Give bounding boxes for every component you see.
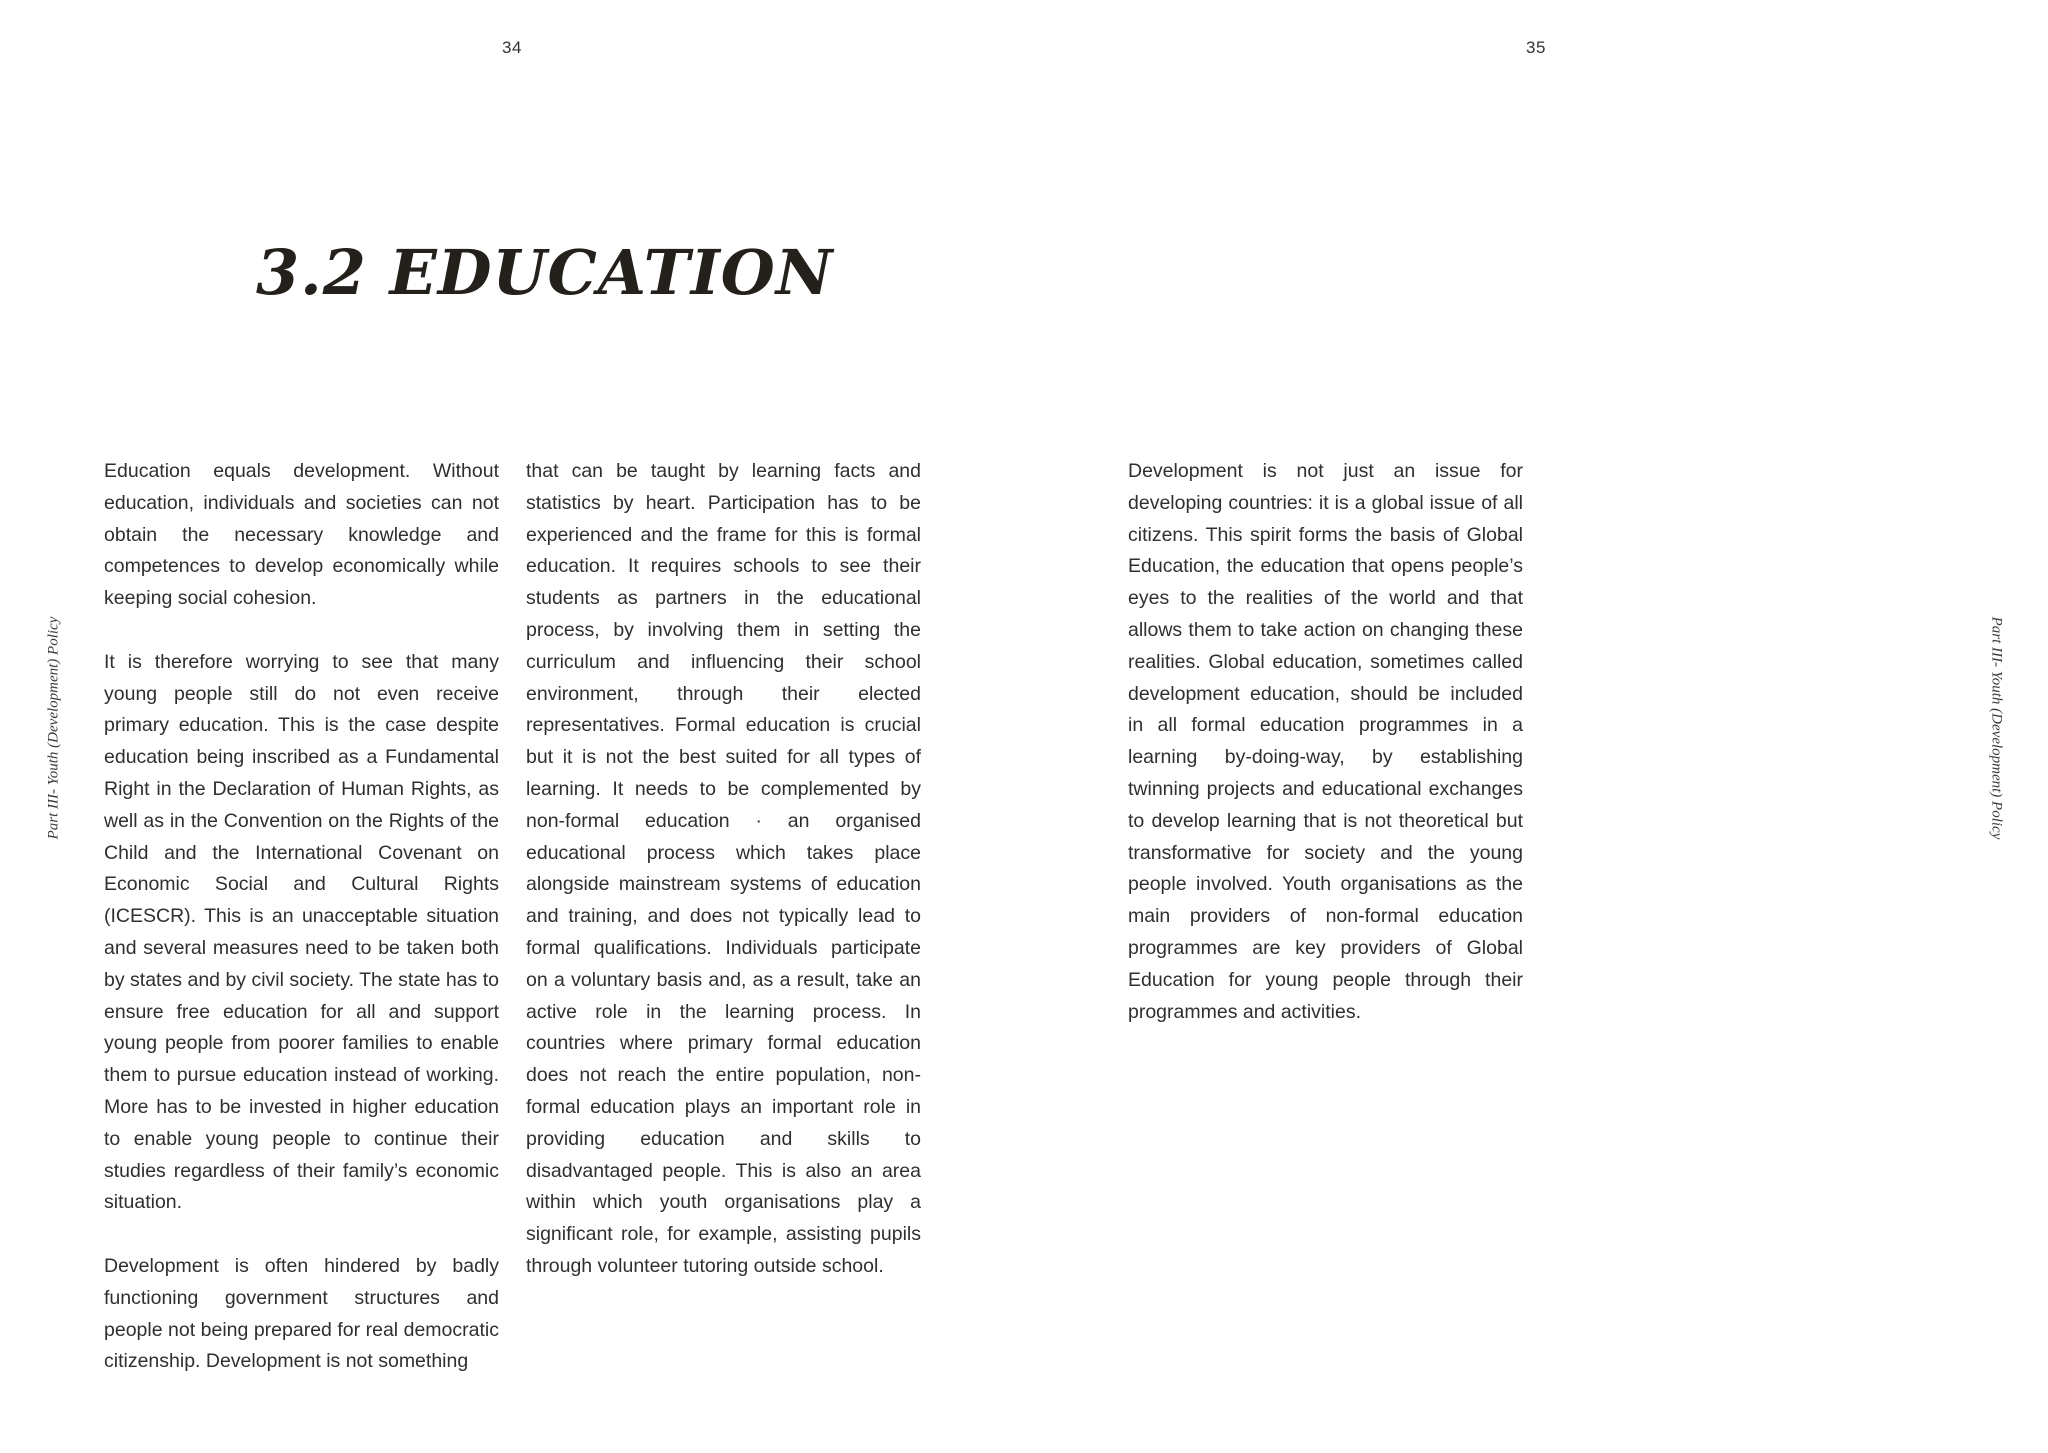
page-number-left: 34 [502, 38, 522, 57]
paragraph: It is therefore worrying to see that many young people still do not even receive primary education. This is the case despite education being inscribed as a Fundamental Right in the Declaration of Human Rights, as well as in the Convention on the Rights of the Child and the International Covenant on Economic Social and Cultural Rights (ICESCR). This is an unacceptable situation and several measures need to be taken both by states and by civil society. The state has to ensure free education for all and support young people from poorer families to enable them to pursue education instead of working. More has to be invested in higher education to enable young people to continue their studies regardless of their family’s economic situation. [104, 650, 499, 1214]
left-column-1 [104, 456, 499, 1378]
paragraph: Education equals development. Without education, individuals and societies can not obtain the necessary knowledge and competences to develop economically while keeping social cohesion. [104, 460, 499, 610]
section-title: 3.2 EDUCATION [256, 236, 834, 309]
paragraph: Development is not just an issue for developing countries: it is a global issue of all citizens. This spirit forms the basis of Global Education, the education that opens people’s eyes to the realities of the world and that allows them to take action on changing these realities. Global education, sometimes called development education, should be included in all formal education programmes in a learning by-doing-way, by establishing twinning projects and educational exchanges to develop learning that is not theoretical but transformative for society and the young people involved. Youth organisations as the main providers of non-formal education programmes are key providers of Global Education for young people through their programmes and activities. [1128, 460, 1523, 1023]
running-head-left: Part III- Youth (Development) Policy [45, 616, 62, 840]
paragraph: Development is often hindered by badly functioning government structures and people not being prepared for real democratic citizenship. Development is not something [104, 1254, 499, 1373]
running-head-right: Part III- Youth (Development) Policy [1988, 616, 2005, 840]
paragraph: that can be taught by learning facts and statistics by heart. Participation has to be experienced and the frame for this is formal education. It requires schools to see their students as partners in the educational process, by involving them in setting the curriculum and influencing their school environment, through their elected representatives. Formal education is crucial but it is not the best suited for all types of learning. It needs to be complemented by non-formal education · an organised educational process which takes place alongside mainstream systems of education and training, and does not typically lead to formal qualifications. Individuals participate on a voluntary basis and, as a result, take an active role in the learning process. In countries where primary formal education does not reach the entire population, non-formal education plays an important role in providing education and skills to disadvantaged people. This is also an area within which youth organisations play a significant role, for example, assisting pupils through volunteer tutoring outside school. [526, 460, 921, 1277]
left-column-2 [526, 456, 921, 1283]
right-column-1 [1128, 456, 1523, 1028]
page-number-right: 35 [1526, 38, 1546, 57]
right-page [1024, 0, 2048, 1453]
